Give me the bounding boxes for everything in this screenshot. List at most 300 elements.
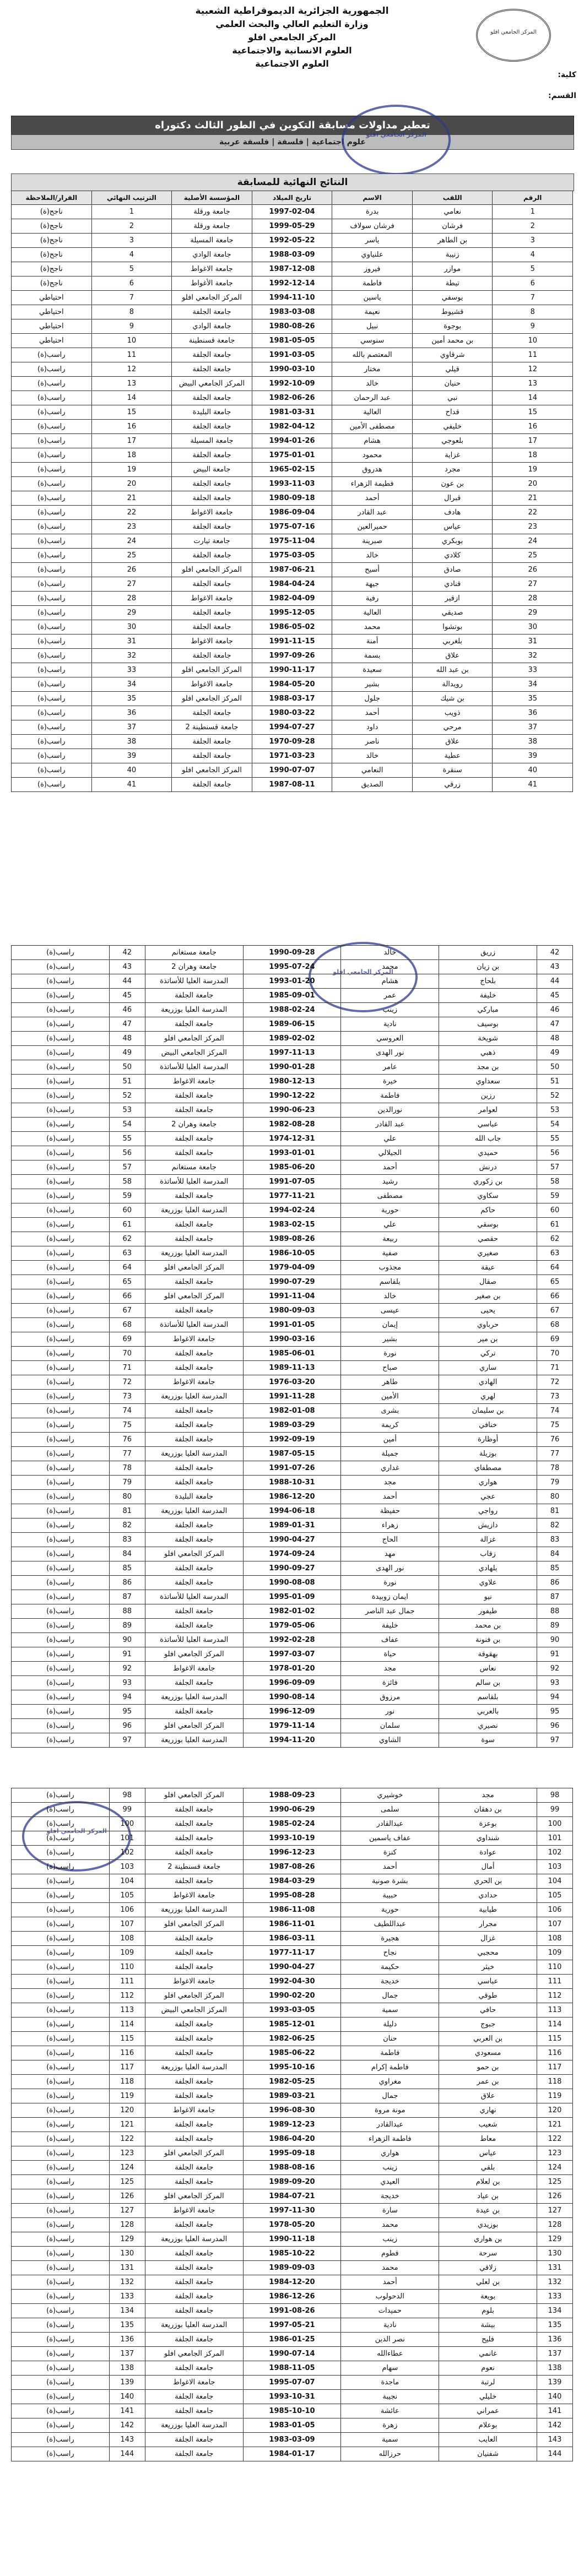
table-cell: 1989-09-03 bbox=[243, 2261, 341, 2275]
table-cell: الحاج bbox=[341, 1533, 439, 1547]
table-cell: راسب(ة) bbox=[12, 1604, 110, 1619]
table-cell: جامعة الجلفة bbox=[172, 520, 252, 534]
table-cell: 135 bbox=[537, 2318, 573, 2333]
table-cell: مجد bbox=[341, 1476, 439, 1490]
table-cell: المدرسة العليا بوزريعة bbox=[145, 2418, 243, 2433]
table-row bbox=[12, 606, 573, 620]
table-cell: عياس bbox=[439, 2146, 537, 2161]
table-cell: جمال عبد الناصر bbox=[341, 1604, 439, 1619]
table-cell: 134 bbox=[537, 2304, 573, 2318]
table-cell: 1994-01-26 bbox=[252, 434, 332, 448]
table-cell: راسب(ة) bbox=[12, 2189, 110, 2204]
table-cell: هدروق bbox=[332, 463, 413, 477]
table-cell: جامعة الجلفة bbox=[145, 1418, 243, 1433]
table-cell: نصر الدين bbox=[341, 2333, 439, 2347]
table-cell: 30 bbox=[91, 620, 172, 634]
table-row bbox=[12, 2333, 573, 2347]
table-cell: حميدات bbox=[341, 2304, 439, 2318]
table-cell: 91 bbox=[537, 1647, 573, 1662]
table-cell: 63 bbox=[537, 1246, 573, 1261]
table-cell: 83 bbox=[109, 1533, 145, 1547]
table-cell: 84 bbox=[537, 1547, 573, 1561]
table-cell: 1983-03-08 bbox=[252, 305, 332, 319]
table-cell: هشام bbox=[341, 974, 439, 989]
table-cell: نجاح bbox=[341, 1946, 439, 1960]
table-row bbox=[12, 974, 573, 989]
table-cell: جامعة الجلفة bbox=[145, 1275, 243, 1289]
table-cell: 111 bbox=[109, 1975, 145, 1989]
table-cell: المدرسة العليا بوزريعة bbox=[145, 1203, 243, 1218]
table-cell: 43 bbox=[109, 960, 145, 974]
table-cell: 74 bbox=[109, 1404, 145, 1418]
table-cell: 53 bbox=[537, 1103, 573, 1118]
table-cell: 1978-01-20 bbox=[243, 1662, 341, 1676]
table-cell: 78 bbox=[109, 1461, 145, 1476]
table-cell: جامعة الجلفة bbox=[145, 1831, 243, 1846]
table-cell: بشير bbox=[332, 677, 413, 692]
table-cell: علي bbox=[341, 1218, 439, 1232]
table-cell: 52 bbox=[109, 1089, 145, 1103]
table-cell: مغراوي bbox=[341, 2075, 439, 2089]
table-cell: 79 bbox=[537, 1476, 573, 1490]
table-row bbox=[12, 1604, 573, 1619]
table-cell: هواري bbox=[439, 1476, 537, 1490]
table-cell: خالد bbox=[332, 377, 413, 391]
table-cell: راسب(ة) bbox=[12, 1960, 110, 1975]
table-cell: 1993-01-01 bbox=[243, 1146, 341, 1160]
document-page-1 bbox=[0, 0, 584, 892]
table-cell: نور الهدى bbox=[341, 1046, 439, 1060]
table-cell: راسب(ة) bbox=[12, 2418, 110, 2433]
table-cell: راسب(ة) bbox=[12, 2447, 110, 2461]
table-cell: 101 bbox=[537, 1831, 573, 1846]
table-cell: 1983-03-09 bbox=[243, 2433, 341, 2447]
table-row bbox=[12, 1932, 573, 1946]
table-cell: 68 bbox=[537, 1318, 573, 1332]
table-cell: جامعة وهران 2 bbox=[145, 1118, 243, 1132]
table-cell: احتياطي bbox=[12, 334, 92, 348]
table-cell: 62 bbox=[537, 1232, 573, 1246]
table-cell: راسب(ة) bbox=[12, 1433, 110, 1447]
table-cell: بوسقي bbox=[439, 1218, 537, 1232]
table-cell: مصطفاي bbox=[439, 1461, 537, 1476]
table-cell: جامعة الجلفة bbox=[145, 2118, 243, 2132]
table-row bbox=[12, 2376, 573, 2390]
table-cell: دليلة bbox=[341, 2018, 439, 2032]
table-cell: غزالة bbox=[439, 1533, 537, 1547]
table-cell: نصيري bbox=[439, 1719, 537, 1733]
table-cell: راسب(ة) bbox=[12, 1733, 110, 1748]
table-cell: 1995-10-16 bbox=[243, 2060, 341, 2075]
table-row bbox=[12, 1519, 573, 1533]
table-cell: نيو bbox=[439, 1590, 537, 1604]
table-cell: جامعة الجلفة bbox=[172, 706, 252, 720]
table-cell: 121 bbox=[537, 2118, 573, 2132]
table-cell: جامعة الجلفة bbox=[145, 1433, 243, 1447]
table-cell: 1989-02-02 bbox=[243, 1032, 341, 1046]
table-cell: 132 bbox=[537, 2275, 573, 2290]
table-cell: 1988-08-16 bbox=[243, 2161, 341, 2175]
table-cell: درنش bbox=[439, 1160, 537, 1175]
table-cell: المركز الجامعي افلو bbox=[145, 1647, 243, 1662]
table-cell: راسب(ة) bbox=[12, 663, 92, 677]
table-cell: 62 bbox=[109, 1232, 145, 1246]
table-cell: 1977-11-21 bbox=[243, 1189, 341, 1203]
table-row bbox=[12, 1246, 573, 1261]
table-cell: 79 bbox=[109, 1476, 145, 1490]
table-row bbox=[12, 2218, 573, 2232]
table-cell: 1994-11-10 bbox=[252, 291, 332, 305]
table-cell: حكيمة bbox=[341, 1960, 439, 1975]
table-cell: 135 bbox=[109, 2318, 145, 2333]
table-cell: 46 bbox=[109, 1003, 145, 1017]
table-cell: 90 bbox=[537, 1633, 573, 1647]
table-cell: جامعة الجلفة bbox=[172, 362, 252, 377]
table-cell: 87 bbox=[109, 1590, 145, 1604]
table-cell: يوسفي bbox=[412, 291, 493, 305]
table-cell: 118 bbox=[537, 2075, 573, 2089]
table-cell: راسب(ة) bbox=[12, 1375, 110, 1390]
table-cell: 1981-03-31 bbox=[252, 405, 332, 420]
table-cell: حورية bbox=[341, 1903, 439, 1917]
table-cell: 83 bbox=[537, 1533, 573, 1547]
table-cell: جامعة الجلفة bbox=[145, 2433, 243, 2447]
table-cell: 1997-11-30 bbox=[243, 2204, 341, 2218]
table-cell: هادف bbox=[412, 506, 493, 520]
table-cell: 58 bbox=[537, 1175, 573, 1189]
table-cell: ذويب bbox=[412, 706, 493, 720]
table-row bbox=[12, 1676, 573, 1690]
table-cell: جامعة الجلفة bbox=[145, 2247, 243, 2261]
table-cell: 102 bbox=[537, 1846, 573, 1860]
table-cell: 64 bbox=[537, 1261, 573, 1275]
table-row bbox=[12, 1846, 573, 1860]
table-cell: 65 bbox=[537, 1275, 573, 1289]
table-row bbox=[12, 1132, 573, 1146]
table-cell: بويعة bbox=[439, 2290, 537, 2304]
table-cell: راسب(ة) bbox=[12, 2232, 110, 2247]
table-row bbox=[12, 2161, 573, 2175]
table-cell: طيابية bbox=[439, 1903, 537, 1917]
table-cell: راسب(ة) bbox=[12, 1404, 110, 1418]
table-cell: راسب(ة) bbox=[12, 1046, 110, 1060]
table-cell: 1986-10-05 bbox=[243, 1246, 341, 1261]
table-cell: 113 bbox=[537, 2003, 573, 2018]
table-cell: علاق bbox=[439, 2089, 537, 2103]
table-cell: 122 bbox=[537, 2132, 573, 2146]
table-cell: راسب(ة) bbox=[12, 2261, 110, 2275]
table-row bbox=[12, 2118, 573, 2132]
table-cell: جامعة الجلفة bbox=[145, 1132, 243, 1146]
table-cell: راسب(ة) bbox=[12, 1032, 110, 1046]
table-cell: 1975-01-01 bbox=[252, 448, 332, 463]
table-cell: مهد bbox=[341, 1547, 439, 1561]
table-cell: جامعة الجلفة bbox=[145, 1960, 243, 1975]
table-cell: 106 bbox=[109, 1903, 145, 1917]
table-cell: 1980-09-03 bbox=[243, 1304, 341, 1318]
table-row bbox=[12, 1075, 573, 1089]
table-cell: المركز الجامعي افلو bbox=[145, 1917, 243, 1932]
table-cell: بن شيك bbox=[412, 692, 493, 706]
table-cell: 1994-07-27 bbox=[252, 720, 332, 735]
table-row bbox=[12, 348, 573, 362]
table-cell: بن محمد bbox=[439, 1619, 537, 1633]
table-row bbox=[12, 649, 573, 663]
table-cell: بن مجد bbox=[439, 1060, 537, 1075]
table-cell: جامعة الجلفة bbox=[145, 1103, 243, 1118]
table-cell: 1982-08-28 bbox=[243, 1118, 341, 1132]
table-cell: المدرسة العليا بوزريعة bbox=[145, 1903, 243, 1917]
table-row bbox=[12, 1647, 573, 1662]
table-cell: 14 bbox=[493, 391, 573, 405]
table-cell: جامعة الجلفة bbox=[172, 620, 252, 634]
table-cell: 10 bbox=[91, 334, 172, 348]
table-row bbox=[12, 1261, 573, 1275]
table-cell: أوظارة bbox=[439, 1433, 537, 1447]
header-lines bbox=[0, 4, 584, 70]
table-cell: 69 bbox=[537, 1332, 573, 1347]
table-cell: المركز الجامعي البيض bbox=[145, 2003, 243, 2018]
table-cell: 1986-11-08 bbox=[243, 1903, 341, 1917]
table-cell: 48 bbox=[109, 1032, 145, 1046]
table-cell: العروسي bbox=[341, 1032, 439, 1046]
table-cell: 1989-01-31 bbox=[243, 1519, 341, 1533]
table-cell: راسب(ة) bbox=[12, 634, 92, 649]
table-cell: محمد bbox=[341, 2261, 439, 2275]
table-cell: بن عبد الله bbox=[412, 663, 493, 677]
table-cell: راسب(ة) bbox=[12, 1946, 110, 1960]
table-row bbox=[12, 2261, 573, 2275]
table-cell: 43 bbox=[537, 960, 573, 974]
table-cell: 57 bbox=[537, 1160, 573, 1175]
table-cell: 1989-08-26 bbox=[243, 1232, 341, 1246]
table-cell: راسب(ة) bbox=[12, 677, 92, 692]
table-cell: المركز الجامعي افلو bbox=[172, 663, 252, 677]
table-cell: خنافي bbox=[439, 1418, 537, 1433]
table-cell: المدرسة العليا بوزريعة bbox=[145, 1504, 243, 1519]
table-cell: المدرسة العليا بوزريعة bbox=[145, 2232, 243, 2247]
table-cell: 1994-11-20 bbox=[243, 1733, 341, 1748]
table-cell: راسب(ة) bbox=[12, 549, 92, 563]
table-cell: جامعة الجلفة bbox=[145, 2361, 243, 2376]
table-row bbox=[12, 1003, 573, 1017]
table-cell: راسب(ة) bbox=[12, 706, 92, 720]
table-cell: خليفة bbox=[439, 989, 537, 1003]
table-cell: جامعة الجلفة bbox=[145, 2018, 243, 2032]
table-cell: عباسي bbox=[439, 1118, 537, 1132]
table-cell: معاط bbox=[439, 2132, 537, 2146]
table-cell: 100 bbox=[537, 1817, 573, 1831]
table-cell: راسب(ة) bbox=[12, 362, 92, 377]
table-cell: جامعة الجلفة bbox=[145, 2089, 243, 2103]
table-row bbox=[12, 2390, 573, 2404]
table-cell: 129 bbox=[109, 2232, 145, 2247]
table-cell: 45 bbox=[109, 989, 145, 1003]
table-cell: جامعة الجلفة bbox=[145, 2304, 243, 2318]
table-cell: عيسى bbox=[341, 1304, 439, 1318]
table-cell: راسب(ة) bbox=[12, 2046, 110, 2060]
table-cell: 143 bbox=[109, 2433, 145, 2447]
table-cell: بلقاسم bbox=[439, 1690, 537, 1705]
table-cell: راسب(ة) bbox=[12, 606, 92, 620]
table-cell: راسب(ة) bbox=[12, 1361, 110, 1375]
table-cell: كريمة bbox=[341, 1418, 439, 1433]
table-cell: 131 bbox=[109, 2261, 145, 2275]
table-row bbox=[12, 1146, 573, 1160]
table-cell: راسب(ة) bbox=[12, 1318, 110, 1332]
table-row bbox=[12, 1803, 573, 1817]
table-cell: ذهبي bbox=[439, 1046, 537, 1060]
table-cell: قطوم bbox=[341, 2247, 439, 2261]
table-cell: جامعة الجلفة bbox=[145, 1476, 243, 1490]
table-cell: 108 bbox=[109, 1932, 145, 1946]
table-cell: 1985-10-22 bbox=[243, 2247, 341, 2261]
table-row bbox=[12, 1361, 573, 1375]
table-cell: علنياوي bbox=[332, 248, 413, 262]
table-cell: بوبكري bbox=[412, 534, 493, 549]
table-cell: علاق bbox=[412, 649, 493, 663]
table-cell: بلهادي bbox=[439, 1561, 537, 1576]
table-cell: 141 bbox=[537, 2404, 573, 2418]
table-cell: 1979-05-06 bbox=[243, 1619, 341, 1633]
table-cell: راسب(ة) bbox=[12, 1089, 110, 1103]
table-row bbox=[12, 1160, 573, 1175]
table-cell: بيشة bbox=[439, 2318, 537, 2333]
table-row bbox=[12, 1347, 573, 1361]
table-cell: 26 bbox=[493, 563, 573, 577]
table-cell: 1990-07-14 bbox=[243, 2347, 341, 2361]
table-cell: تركي bbox=[439, 1347, 537, 1361]
table-row bbox=[12, 1218, 573, 1232]
table-cell: جامعة الجلفة bbox=[145, 2333, 243, 2347]
table-cell: 1987-08-26 bbox=[243, 1860, 341, 1874]
table-cell: 59 bbox=[109, 1189, 145, 1203]
table-cell: موازر bbox=[412, 262, 493, 276]
table-cell: جامعة الاغواط bbox=[145, 2376, 243, 2390]
table-cell: راسب(ة) bbox=[12, 2390, 110, 2404]
document-header bbox=[0, 4, 584, 109]
table-cell: جامعة الجلفة bbox=[145, 1803, 243, 1817]
table-cell: جامعة الاغواط bbox=[145, 1662, 243, 1676]
table-cell: 1985-02-24 bbox=[243, 1817, 341, 1831]
table-cell: شويخة bbox=[439, 1032, 537, 1046]
table-cell: جامعة الجلفة bbox=[145, 1189, 243, 1203]
table-cell: بن محمد أمين bbox=[412, 334, 493, 348]
table-cell: 144 bbox=[537, 2447, 573, 2461]
table-cell: 123 bbox=[109, 2146, 145, 2161]
table-cell: 125 bbox=[537, 2175, 573, 2189]
table-cell: 55 bbox=[109, 1132, 145, 1146]
table-cell: نعوم bbox=[439, 2361, 537, 2376]
table-cell: ناجح(ة) bbox=[12, 219, 92, 234]
table-cell: 54 bbox=[109, 1118, 145, 1132]
table-cell: جامعة الجلفة bbox=[145, 2175, 243, 2189]
table-cell: فاطمة bbox=[332, 276, 413, 291]
table-row bbox=[12, 1817, 573, 1831]
table-cell: راسب(ة) bbox=[12, 2318, 110, 2333]
table-row bbox=[12, 1788, 573, 1803]
table-cell: 136 bbox=[109, 2333, 145, 2347]
table-cell: سعداوي bbox=[439, 1075, 537, 1089]
table-cell: جامعة الجلفة bbox=[172, 448, 252, 463]
table-cell: جامعة قسنطينة 2 bbox=[172, 720, 252, 735]
col-header: اللقب bbox=[412, 191, 493, 205]
table-cell: مرزوق bbox=[341, 1690, 439, 1705]
table-cell: حميدي bbox=[439, 1146, 537, 1160]
table-cell: زقاب bbox=[439, 1547, 537, 1561]
table-cell: عمراني bbox=[439, 2404, 537, 2418]
table-cell: ناجح(ة) bbox=[12, 205, 92, 219]
table-cell: 110 bbox=[537, 1960, 573, 1975]
table-cell: غداري bbox=[341, 1461, 439, 1476]
table-row bbox=[12, 305, 573, 319]
table-cell: جامعة الجلفة bbox=[172, 348, 252, 362]
table-row bbox=[12, 1946, 573, 1960]
table-cell: راسب(ة) bbox=[12, 405, 92, 420]
table-cell: ناجح(ة) bbox=[12, 276, 92, 291]
table-row bbox=[12, 2175, 573, 2189]
table-cell: أسيح bbox=[332, 563, 413, 577]
table-cell: 50 bbox=[109, 1060, 145, 1075]
table-cell: المركز الجامعي افلو bbox=[145, 1289, 243, 1304]
table-cell: 1979-04-09 bbox=[243, 1261, 341, 1275]
table-cell: راسب(ة) bbox=[12, 1218, 110, 1232]
table-cell: جامعة الاغواط bbox=[145, 1889, 243, 1903]
table-cell: راسب(ة) bbox=[12, 448, 92, 463]
table-row bbox=[12, 2290, 573, 2304]
table-cell: راسب(ة) bbox=[12, 2404, 110, 2418]
table-cell: 98 bbox=[537, 1788, 573, 1803]
table-cell: 112 bbox=[537, 1989, 573, 2003]
table-cell: جامعة الاغواط bbox=[145, 2204, 243, 2218]
table-cell: 13 bbox=[91, 377, 172, 391]
table-cell: 127 bbox=[537, 2204, 573, 2218]
table-cell: 1990-02-20 bbox=[243, 1989, 341, 2003]
table-cell: 1980-03-22 bbox=[252, 706, 332, 720]
table-cell: علاق bbox=[412, 735, 493, 749]
table-cell: 1990-11-17 bbox=[252, 663, 332, 677]
table-cell: 1982-04-12 bbox=[252, 420, 332, 434]
table-cell: خالد bbox=[341, 1289, 439, 1304]
table-cell: 137 bbox=[109, 2347, 145, 2361]
table-cell: حرزالله bbox=[341, 2447, 439, 2461]
table-cell: 1990-09-27 bbox=[243, 1561, 341, 1576]
table-cell: راسب(ة) bbox=[12, 1690, 110, 1705]
table-cell: 1975-07-16 bbox=[252, 520, 332, 534]
table-cell: 47 bbox=[537, 1017, 573, 1032]
table-cell: محمد bbox=[332, 620, 413, 634]
table-cell: 1991-03-05 bbox=[252, 348, 332, 362]
table-cell: 22 bbox=[493, 506, 573, 520]
table-cell: 1995-01-09 bbox=[243, 1590, 341, 1604]
table-cell: احتياطي bbox=[12, 319, 92, 334]
table-cell: 41 bbox=[91, 778, 172, 792]
table-cell: جاب الله bbox=[439, 1132, 537, 1146]
table-cell: جامعة وهران 2 bbox=[145, 960, 243, 974]
table-cell: 1986-11-01 bbox=[243, 1917, 341, 1932]
table-cell: 74 bbox=[537, 1404, 573, 1418]
table-cell: بلقاسم bbox=[341, 1275, 439, 1289]
table-cell: 20 bbox=[493, 477, 573, 491]
table-cell: قنادي bbox=[412, 577, 493, 592]
table-cell: جامعة الاغواط bbox=[172, 506, 252, 520]
table-cell: 15 bbox=[493, 405, 573, 420]
table-cell: صادق bbox=[412, 563, 493, 577]
table-row bbox=[12, 1046, 573, 1060]
table-cell: 25 bbox=[91, 549, 172, 563]
table-cell: الصديق bbox=[332, 778, 413, 792]
table-cell: 24 bbox=[91, 534, 172, 549]
